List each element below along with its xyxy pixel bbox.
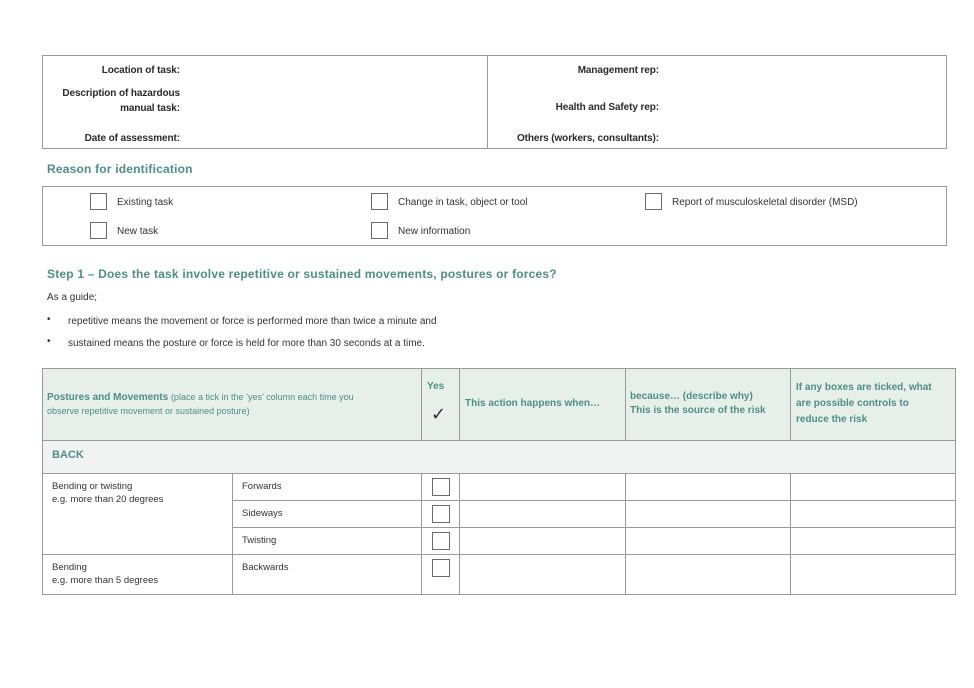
yes-checkbox-backwards[interactable] bbox=[432, 559, 450, 577]
because-cell-forwards[interactable] bbox=[626, 474, 790, 500]
because-cell-twisting[interactable] bbox=[626, 528, 790, 554]
description-label-line1: Description of hazardous bbox=[62, 88, 180, 99]
description-label-line2: manual task: bbox=[120, 103, 180, 114]
yes-checkbox-forwards[interactable] bbox=[432, 478, 450, 496]
col-because-header-line1: because… (describe why) bbox=[630, 391, 753, 402]
col-postures-header bbox=[47, 390, 354, 405]
col-postures-note-line2: observe repetitive movement or sustained posture) bbox=[47, 406, 250, 416]
group-bending-name: Bending bbox=[52, 562, 87, 573]
col-controls-header-line3: reduce the risk bbox=[796, 414, 868, 425]
controls-cell-sideways[interactable] bbox=[791, 501, 955, 527]
col-yes-header: Yes bbox=[427, 381, 445, 392]
bullet-repetitive: repetitive means the movement or force is performed more than twice a minute and bbox=[68, 316, 437, 327]
bullet-icon: • bbox=[47, 336, 51, 347]
happens-cell-backwards[interactable] bbox=[460, 555, 625, 594]
tick-icon: ✓ bbox=[431, 404, 447, 425]
management-rep-label: Management rep: bbox=[577, 65, 659, 76]
msd-report-checkbox[interactable] bbox=[645, 193, 662, 210]
happens-cell-forwards[interactable] bbox=[460, 474, 625, 500]
movement-backwards: Backwards bbox=[242, 562, 289, 573]
info-box-divider bbox=[487, 55, 488, 149]
yes-checkbox-sideways[interactable] bbox=[432, 505, 450, 523]
back-section-label: BACK bbox=[52, 449, 84, 461]
controls-cell-forwards[interactable] bbox=[791, 474, 955, 500]
group-bending-twisting-example: e.g. more than 20 degrees bbox=[52, 494, 164, 505]
group-bending-example: e.g. more than 5 degrees bbox=[52, 575, 159, 586]
movement-forwards: Forwards bbox=[242, 481, 282, 492]
col-because-header-line2: This is the source of the risk bbox=[630, 405, 766, 416]
controls-cell-twisting[interactable] bbox=[791, 528, 955, 554]
group-bending-twisting-name: Bending or twisting bbox=[52, 481, 133, 492]
health-safety-rep-label: Health and Safety rep: bbox=[555, 102, 659, 113]
existing-task-checkbox[interactable] bbox=[90, 193, 107, 210]
table-rule bbox=[42, 440, 956, 441]
because-cell-sideways[interactable] bbox=[626, 501, 790, 527]
reason-box bbox=[42, 186, 947, 246]
step1-title: Step 1 – Does the task involve repetitive or sustained movements, postures or forces? bbox=[47, 267, 557, 281]
bullet-icon: • bbox=[47, 314, 51, 325]
col-controls-header-line2: are possible controls to bbox=[796, 398, 909, 409]
because-cell-backwards[interactable] bbox=[626, 555, 790, 594]
controls-cell-backwards[interactable] bbox=[791, 555, 955, 594]
table-col-rule bbox=[421, 473, 422, 595]
happens-cell-sideways[interactable] bbox=[460, 501, 625, 527]
new-information-checkbox[interactable] bbox=[371, 222, 388, 239]
yes-checkbox-twisting[interactable] bbox=[432, 532, 450, 550]
msd-report-label: Report of musculoskeletal disorder (MSD) bbox=[672, 197, 858, 208]
happens-cell-twisting[interactable] bbox=[460, 528, 625, 554]
table-col-rule bbox=[625, 368, 626, 440]
table-col-rule bbox=[421, 368, 422, 440]
col-postures-title: Postures and Movements bbox=[47, 392, 169, 403]
table-col-rule bbox=[232, 473, 233, 595]
reason-title: Reason for identification bbox=[47, 162, 193, 176]
col-controls-header-line1: If any boxes are ticked, what bbox=[796, 382, 932, 393]
new-task-label: New task bbox=[117, 226, 159, 237]
movement-twisting: Twisting bbox=[242, 535, 277, 546]
movement-sideways: Sideways bbox=[242, 508, 283, 519]
others-label: Others (workers, consultants): bbox=[516, 133, 659, 144]
guide-intro: As a guide; bbox=[47, 292, 98, 303]
date-of-assessment-label: Date of assessment: bbox=[84, 133, 180, 144]
location-of-task-label: Location of task: bbox=[101, 65, 180, 76]
new-task-checkbox[interactable] bbox=[90, 222, 107, 239]
col-happens-header: This action happens when… bbox=[465, 398, 601, 409]
new-information-label: New information bbox=[398, 226, 471, 237]
bullet-sustained: sustained means the posture or force is held for more than 30 seconds at a time. bbox=[68, 338, 425, 349]
change-in-task-checkbox[interactable] bbox=[371, 193, 388, 210]
existing-task-label: Existing task bbox=[117, 197, 174, 208]
table-col-rule bbox=[790, 368, 791, 440]
change-in-task-label: Change in task, object or tool bbox=[398, 197, 528, 208]
col-postures-note-line1: (place a tick in the ‘yes’ column each time you bbox=[170, 392, 354, 402]
table-col-rule bbox=[459, 368, 460, 440]
